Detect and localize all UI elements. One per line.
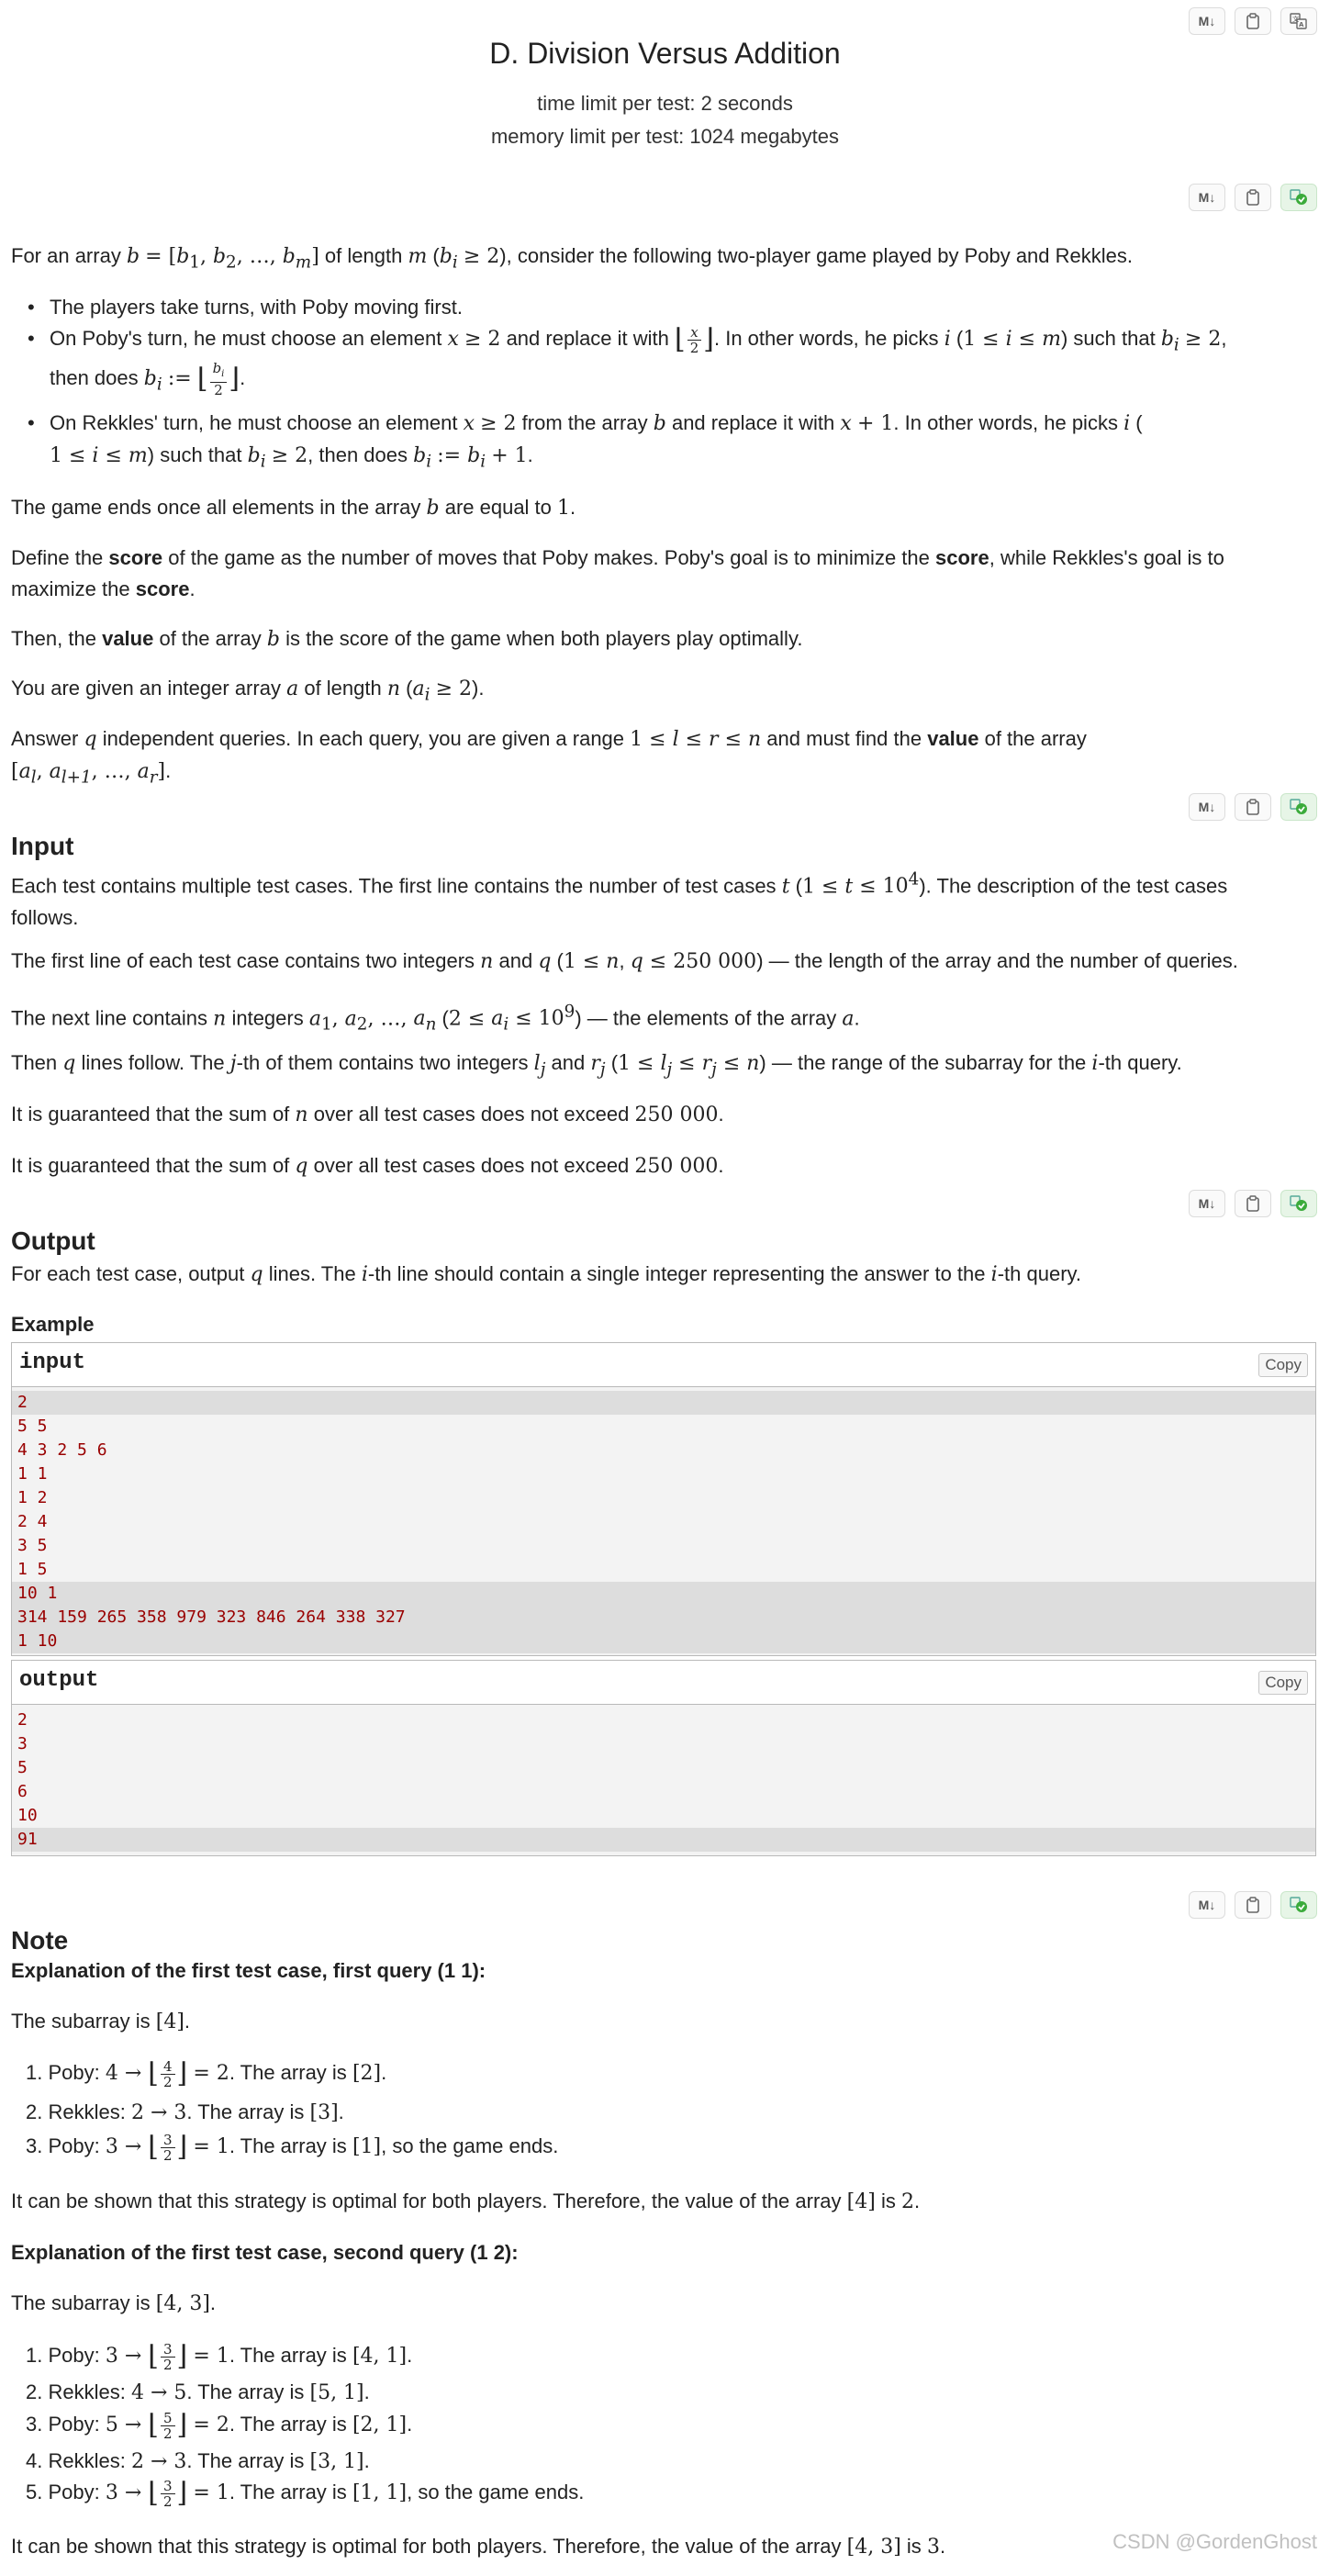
note-q2-step-4: 4. Rekkles: 2 → 3. The array is [3, 1]. — [26, 2449, 370, 2473]
input-paragraph-5: It is guaranteed that the sum of n over all test cases does not exceed 250 000. — [11, 1103, 724, 1126]
rule-bullet-1: • The players take turns, with Poby moving first. — [50, 292, 1316, 323]
markdown-button[interactable]: M↓ — [1189, 7, 1225, 35]
example-output-header — [12, 1661, 1315, 1705]
example-heading: Example — [11, 1313, 95, 1336]
statement-paragraph-2: The game ends once all elements in the array b are equal to 1. — [11, 496, 576, 520]
note-q1-step-3: 3. Poby: 3 → ⌊ $\frac{3}{2}$ ⌋ = 1. The array is [1], so the game ends. — [26, 2131, 559, 2164]
note-q1-subarray: The subarray is [4]. — [11, 2010, 191, 2033]
markdown-button[interactable]: M↓ — [1189, 184, 1225, 211]
statement-toolbar — [1189, 184, 1317, 211]
input-line: 1 1 — [17, 1464, 48, 1484]
output-line: 10 — [17, 1806, 38, 1825]
statement-paragraph-6: Answer q independent queries. In each query, you are given a range 1 ≤ l ≤ r ≤ n and must find the value of the array [$a_l$, $a_{l+1}$, …, $a_r$]. — [11, 727, 1087, 788]
input-line: 4 3 2 5 6 — [17, 1440, 107, 1460]
output-heading: Output — [11, 1226, 95, 1255]
clipboard-icon[interactable] — [1235, 7, 1271, 35]
input-paragraph-1: Each test contains multiple test cases. The first line contains the number of test cases t $(1 \le t \le 10^4)$. The description of the test cases follows. — [11, 870, 1228, 930]
svg-text:A: A — [1299, 21, 1304, 28]
input-paragraph-3: The next line contains n integers $a_1$, $a_2$, …, $a_n$ $(2 \le a_i \le 10^9)$ — the elements of the array a. — [11, 1002, 860, 1035]
statement-paragraph-4: Then, the value of the array b is the score of the game when both players play optimally. — [11, 627, 803, 651]
markdown-button[interactable]: M↓ — [1189, 793, 1225, 821]
memory-limit: memory limit per test: 1024 megabytes — [490, 125, 840, 148]
note-subheading-1: Explanation of the first test case, first query (1 1): — [11, 1959, 486, 1982]
note-q2-step-5: 5. Poby: 3 → ⌊ $\frac{3}{2}$ ⌋ = 1. The array is [1, 1], so the game ends. — [26, 2477, 585, 2510]
output-paragraph-1: For each test case, output q lines. The i-th line should contain a single integer representing the answer to the i-th query. — [11, 1262, 1082, 1286]
output-toolbar — [1189, 1190, 1317, 1217]
input-line: 1 2 — [17, 1488, 48, 1507]
note-heading: Note — [11, 1926, 69, 1954]
input-toolbar — [1189, 793, 1317, 821]
note-q2-subarray: The subarray is [4, 3]. — [11, 2291, 217, 2315]
example-input-box — [11, 1342, 1316, 1656]
top-toolbar — [1189, 7, 1317, 35]
clipboard-icon[interactable] — [1235, 1891, 1271, 1919]
input-line: 3 5 — [17, 1536, 48, 1555]
svg-text:文: 文 — [1292, 16, 1299, 23]
input-line: 10 1 — [12, 1582, 1315, 1606]
output-line: 6 — [17, 1782, 28, 1801]
example-input-header — [12, 1343, 1315, 1387]
example-output-box — [11, 1660, 1316, 1856]
output-line: 91 — [12, 1828, 1315, 1852]
input-paragraph-6: It is guaranteed that the sum of q over all test cases does not exceed 250 000. — [11, 1154, 724, 1178]
example-input-title: input — [19, 1350, 86, 1375]
note-subheading-2: Explanation of the first test case, second query (1 2): — [11, 2241, 519, 2264]
statement-paragraph-5: You are given an integer array a of length n $(a_i \ge 2)$. — [11, 677, 485, 705]
input-paragraph-4: Then q lines follow. The j-th of them contains two integers $l_j$ and $r_j$ $(1 \le l_j \le r_j \le n)$ — the range of the subarray for the i-th query. — [11, 1051, 1182, 1080]
copy-output-button[interactable]: Copy — [1258, 1671, 1308, 1695]
example-input-lines — [12, 1387, 1315, 1655]
clipboard-icon[interactable] — [1235, 793, 1271, 821]
clipboard-icon[interactable] — [1235, 1190, 1271, 1217]
statement-paragraph-3: Define the score of the game as the number of moves that Poby makes. Poby's goal is to minimize the score, while Rekkles's goal is to maximize the score. — [11, 546, 1224, 600]
note-q1-step-2: 2. Rekkles: 2 → 3. The array is [3]. — [26, 2100, 344, 2124]
output-line: 2 — [17, 1710, 28, 1730]
output-line: 3 — [17, 1734, 28, 1753]
check-icon[interactable] — [1280, 793, 1317, 821]
note-q1-conclusion: It can be shown that this strategy is optimal for both players. Therefore, the value of the array [4] is 2. — [11, 2190, 921, 2213]
input-line: 314 159 265 358 979 323 846 264 338 327 — [12, 1606, 1315, 1630]
note-q2-conclusion: It can be shown that this strategy is optimal for both players. Therefore, the value of the array [4, 3] is 3. — [11, 2535, 946, 2559]
input-line: 2 — [12, 1391, 1315, 1415]
example-output-title: output — [19, 1668, 99, 1693]
rule-bullet-2: • On Poby's turn, he must choose an element x ≥ 2 and replace it with ⌊ $\frac{x}{2}$ ⌋. In other words, he picks i (1 ≤ i ≤ m) such that $b_i \ge 2$, then does $b_i$ := ⌊ $\frac{b_i}{2}$ ⌋. — [50, 323, 1316, 401]
time-limit: time limit per test: 2 seconds — [537, 92, 793, 115]
note-q2-step-1: 1. Poby: 3 → ⌊ $\frac{3}{2}$ ⌋ = 1. The array is [4, 1]. — [26, 2340, 413, 2373]
input-line: 1 10 — [12, 1630, 1315, 1653]
check-icon[interactable] — [1280, 1891, 1317, 1919]
input-line: 2 4 — [17, 1512, 48, 1531]
input-paragraph-2: The first line of each test case contains two integers n and q (1 ≤ n, q ≤ 250 000) — the length of the array and the number of queries. — [11, 949, 1238, 973]
note-toolbar — [1189, 1891, 1317, 1919]
note-q2-step-2: 2. Rekkles: 4 → 5. The array is [5, 1]. — [26, 2380, 370, 2404]
copy-input-button[interactable]: Copy — [1258, 1353, 1308, 1377]
translate-icon[interactable] — [1280, 7, 1317, 35]
note-q2-step-3: 3. Poby: 5 → ⌊ $\frac{5}{2}$ ⌋ = 2. The array is [2, 1]. — [26, 2409, 413, 2442]
output-line: 5 — [17, 1758, 28, 1777]
input-line: 5 5 — [17, 1417, 48, 1436]
input-heading: Input — [11, 832, 74, 860]
clipboard-icon[interactable] — [1235, 184, 1271, 211]
check-icon[interactable] — [1280, 1190, 1317, 1217]
note-q1-step-1: 1. Poby: 4 → ⌊ $\frac{4}{2}$ ⌋ = 2. The array is [2]. — [26, 2057, 387, 2090]
markdown-button[interactable]: M↓ — [1189, 1190, 1225, 1217]
markdown-button[interactable]: M↓ — [1189, 1891, 1225, 1919]
statement-paragraph-1: For an array $b = [b_1$, $b_2$, …, $b_m$] of length m $(b_i \ge 2)$, consider the following two-player game played by Poby and Rekkles. — [11, 244, 1133, 273]
input-line: 1 5 — [17, 1560, 48, 1579]
watermark: CSDN @GordenGhost — [1112, 2530, 1317, 2553]
example-output-lines — [12, 1705, 1315, 1855]
rule-bullet-3: • On Rekkles' turn, he must choose an element x ≥ 2 from the array b and replace it with x + 1. In other words, he picks i ( 1 ≤ i ≤ m) such that $b_i \ge 2$, then does $b_i$ := $b_i + 1$. — [50, 408, 1316, 477]
problem-title: D. Division Versus Addition — [489, 37, 841, 70]
check-icon[interactable] — [1280, 184, 1317, 211]
